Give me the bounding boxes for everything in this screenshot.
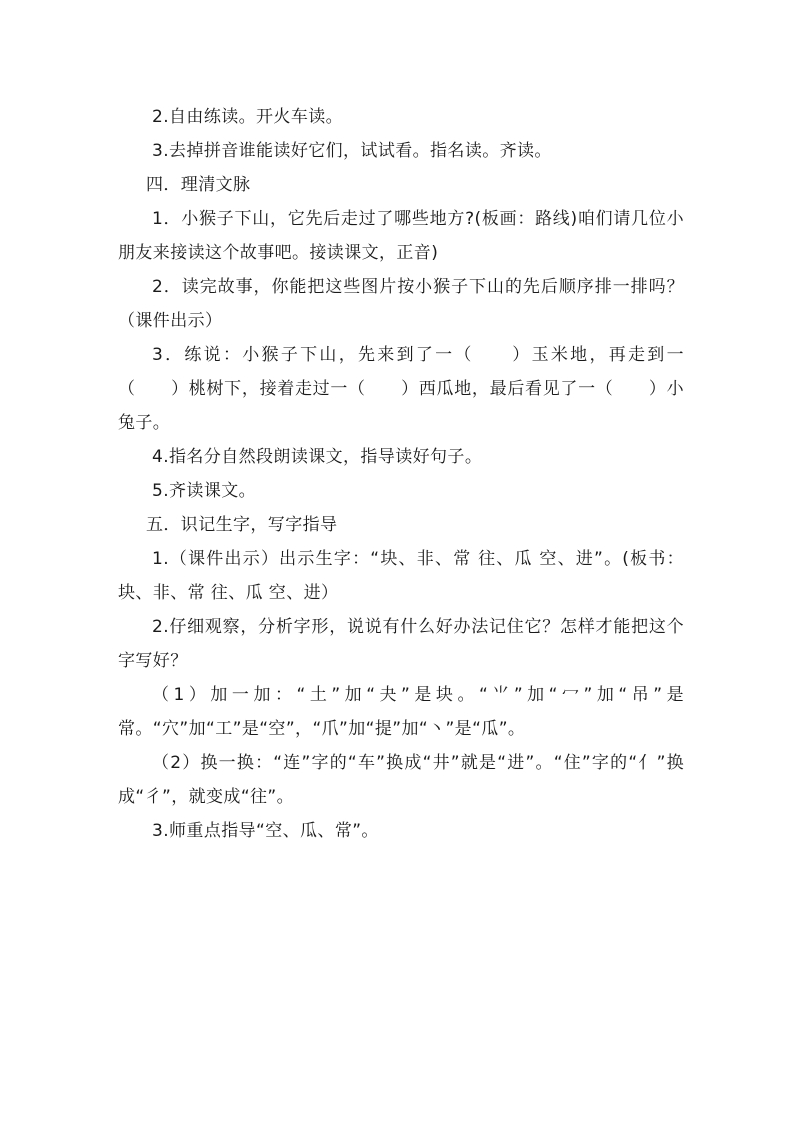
paragraph-picture-order: 2．读完故事，你能把这些图片按小猴子下山的先后顺序排一排吗？（课件出示） (118, 277, 684, 331)
paragraph-new-characters: 1.（课件出示）出示生字：“块、非、常 往、瓜 空、进”。(板书：块、非、常 往、瓜 空、进） (118, 549, 684, 603)
section-heading-5: 五．识记生字，写字指导 (146, 515, 338, 535)
paragraph-speaking-practice: 3．练说：小猴子下山，先来到了一（ ）玉米地，再走到一（ ）桃树下，接着走过一（ ）西瓜地，最后看见了一（ ）小兔子。 (118, 345, 684, 433)
paragraph-teacher-guidance: 3.师重点指导“空、瓜、常”。 (152, 821, 379, 841)
paragraph-swap-components: （2）换一换：“连”字的“车”换成“井”就是“进”。“住”字的“亻”换成“彳”，就变成“往”。 (118, 753, 684, 807)
paragraph-add-components: （1）加一加：“土”加“夬”是块。“⺌”加“冖”加“吊”是常。“穴”加“工”是“空”，“爪”加“提”加“丶”是“瓜”。 (118, 685, 684, 739)
paragraph-read-sections: 4.指名分自然段朗读课文，指导读好句子。 (152, 447, 483, 467)
paragraph-remove-pinyin: 3.去掉拼音谁能读好它们，试试看。指名读。齐读。 (152, 141, 552, 161)
paragraph-practice-reading: 2.自由练读。开火车读。 (152, 107, 344, 127)
paragraph-read-together: 5.齐读课文。 (152, 481, 257, 501)
paragraph-route-question: 1．小猴子下山，它先后走过了哪些地方?(板画：路线)咱们请几位小朋友来接读这个故事吧。接读课文，正音) (118, 209, 684, 263)
section-heading-4: 四．理清文脉 (146, 175, 251, 195)
paragraph-observe-shapes: 2.仔细观察，分析字形，说说有什么好办法记住它？怎样才能把这个字写好？ (118, 617, 684, 671)
document-body (118, 100, 684, 848)
